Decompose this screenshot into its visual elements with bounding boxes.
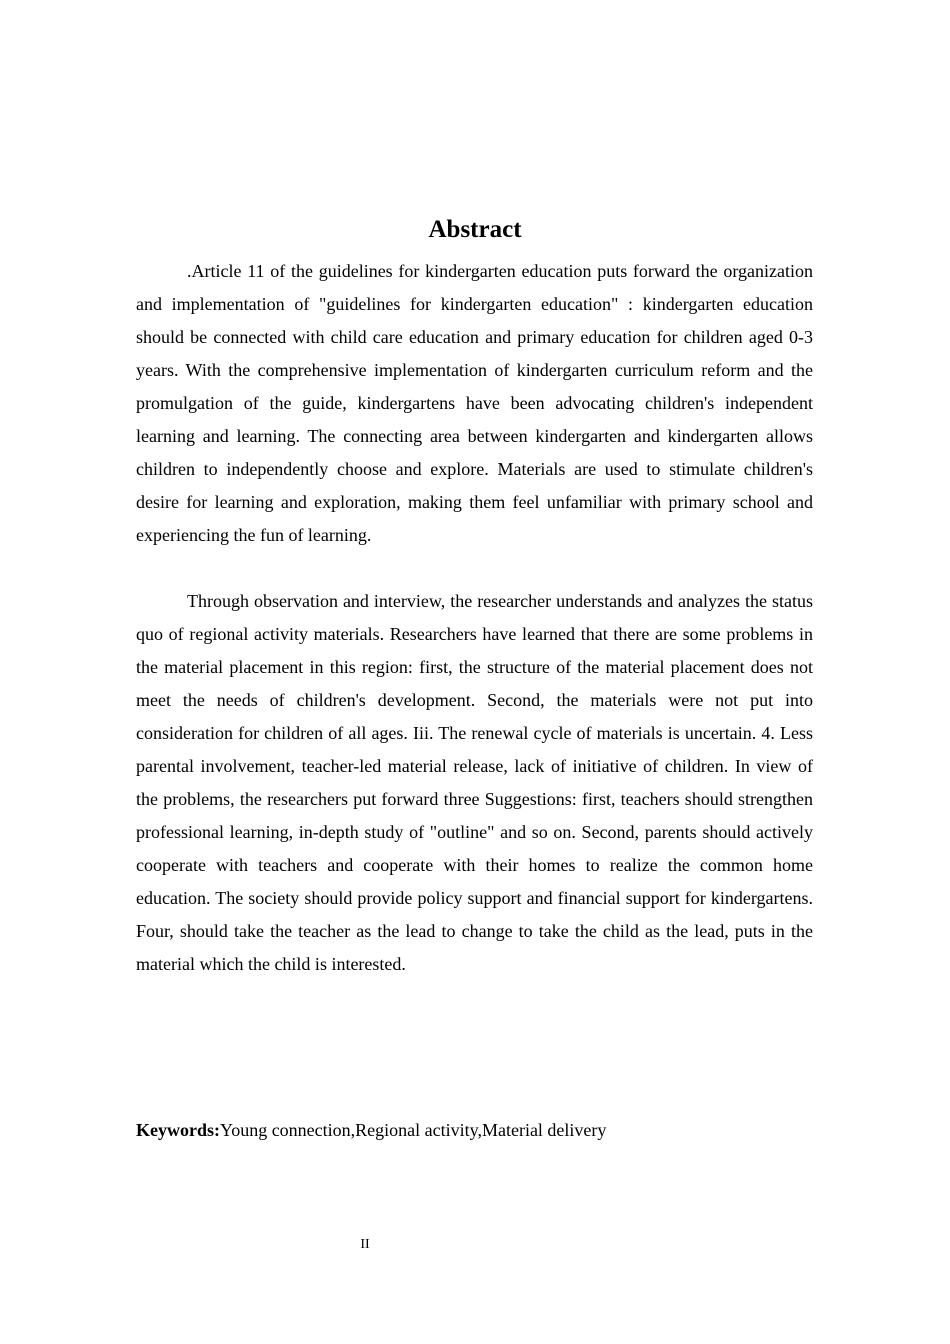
abstract-title: Abstract	[428, 216, 522, 243]
keywords-label: Keywords:	[136, 1120, 220, 1140]
page-number: II	[360, 1237, 370, 1252]
keywords-line	[136, 1115, 813, 1145]
abstract-paragraph-2: Through observation and interview, the researcher understands and analyzes the status quo of regional activity materials. Researchers have learned that there are some problems in the material placement in this region: first, the structure of the material placement does not meet the needs of children's development. Second, the materials were not put into consideration for children of all ages. Iii. The renewal cycle of materials is uncertain. 4. Less parental involvement, teacher-led material release, lack of initiative of children. In view of the problems, the researchers put forward three Suggestions: first, teachers should strengthen professional learning, in-depth study of "outline" and so on. Second, parents should actively cooperate with teachers and cooperate with their homes to realize the common home education. The society should provide policy support and financial support for kindergartens. Four, should take the teacher as the lead to change to take the child as the lead, puts in the material which the child is interested.	[136, 591, 813, 974]
abstract-paragraph-1: .Article 11 of the guidelines for kindergarten education puts forward the organization and implementation of "guidelines for kindergarten education" : kindergarten education should be connected with child care education and primary education for children aged 0-3 years. With the comprehensive implementation of kindergarten curriculum reform and the promulgation of the guide, kindergartens have been advocating children's independent learning and learning. The connecting area between kindergarten and kindergarten allows children to independently choose and explore. Materials are used to stimulate children's desire for learning and exploration, making them feel unfamiliar with primary school and experiencing the fun of learning.	[136, 261, 813, 545]
keywords-value: Young connection,Regional activity,Material delivery	[220, 1120, 607, 1140]
